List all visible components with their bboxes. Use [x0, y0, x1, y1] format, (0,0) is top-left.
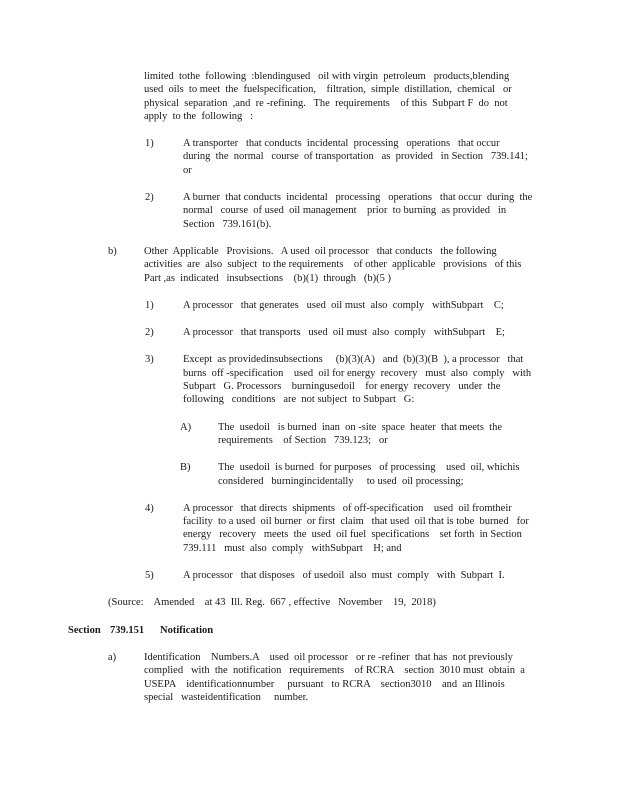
text-line: 739.111 must also comply withSubpart H; and: [183, 542, 402, 554]
source-note: [108, 596, 618, 609]
text-line: A processor that disposes of usedoil also must comply with Subpart I.: [183, 570, 505, 582]
list-item: [0, 353, 618, 406]
item-text: [218, 421, 502, 448]
list-item: [0, 299, 618, 312]
text-line: or: [183, 164, 192, 176]
text-line: A processor that transports used oil must also comply withSubpart E;: [183, 327, 505, 339]
section-heading-part: 739.151: [110, 624, 145, 636]
text-line: A burner that conducts incidental processing operations that occur during the: [183, 192, 533, 204]
list-marker: 3): [145, 354, 154, 366]
text-line: used oils to meet the fuelspecification, filtration, simple distillation, chemical or: [144, 84, 512, 96]
text-line: apply to the following :: [144, 110, 254, 122]
list-marker: 4): [145, 502, 154, 514]
text-line: burns off -specification used oil for energy recovery must also comply with: [183, 367, 532, 379]
text-line: considered burningincidentally to used oil processing;: [218, 475, 464, 487]
text-line: normal course of used oil management prior to burning as provided in: [183, 205, 507, 217]
text-line: (Source: Amended at 43 Ill. Reg. 667 , effective November 19, 2018): [108, 597, 436, 609]
text-line: Identification Numbers.A used oil processor or re -refiner that has not previously: [144, 651, 513, 663]
text-line: Part ,as indicated insubsections (b)(1) through (b)(5 ): [144, 272, 391, 284]
list-item: [0, 137, 618, 177]
text-line: USEPA identificationnumber pursuant to RCRA section3010 and an Illinois: [144, 678, 505, 690]
list-item: [0, 421, 618, 448]
text-line: Section 739.161(b).: [183, 218, 272, 230]
list-marker: a): [108, 651, 117, 663]
text-line: A processor that directs shipments of off-specification used oil fromtheir: [183, 502, 512, 514]
text-line: Except as providedinsubsections (b)(3)(A) and (b)(3)(B ), a processor that: [183, 354, 524, 366]
item-text: [183, 299, 504, 312]
section-heading: [68, 624, 618, 637]
list-item: [0, 569, 618, 582]
text-line: following conditions are not subject to Subpart G:: [183, 394, 415, 406]
list-marker: B): [180, 462, 191, 474]
list-item: [0, 461, 618, 488]
item-text: [183, 569, 505, 582]
text-line: special wasteidentification number.: [144, 691, 309, 703]
text-line: A transporter that conducts incidental processing operations that occur: [183, 138, 500, 150]
list-marker: 1): [145, 138, 154, 150]
list-item: [0, 502, 618, 555]
list-item: [0, 245, 618, 285]
list-marker: A): [180, 421, 192, 433]
text-line: Other Applicable Provisions. A used oil processor that conducts the following: [144, 245, 497, 257]
text-line: during the normal course of transportation as provided in Section 739.141;: [183, 151, 528, 163]
list-marker: 1): [145, 299, 154, 311]
document-body: [0, 70, 618, 704]
item-text: [183, 191, 532, 231]
text-line: energy recovery meets the used oil fuel specifications set forth in Section: [183, 529, 522, 541]
text-line: Subpart G. Processors burningusedoil for energy recovery under the: [183, 381, 501, 393]
item-text: [218, 461, 520, 488]
item-text: [183, 326, 505, 339]
item-text: [183, 502, 529, 555]
item-text: [144, 651, 525, 704]
list-marker: 5): [145, 570, 154, 582]
item-text: [183, 137, 528, 177]
text-line: requirements of Section 739.123; or: [218, 434, 388, 446]
list-marker: [108, 70, 144, 123]
text-line: The usedoil is burned for purposes of processing used oil, whichis: [218, 462, 520, 474]
list-marker: b): [108, 245, 117, 257]
paragraph: [0, 70, 618, 123]
item-text: [144, 245, 521, 285]
text-line: complied with the notification requirements of RCRA section 3010 must obtain a: [144, 665, 525, 677]
list-item: [0, 326, 618, 339]
text-line: The usedoil is burned inan on -site space heater that meets the: [218, 421, 502, 433]
list-marker: 2): [145, 192, 154, 204]
text-line: physical separation ,and re -refining. The requirements of this Subpart F do not: [144, 97, 508, 109]
section-heading-part: Notification: [160, 624, 214, 636]
list-item: [0, 191, 618, 231]
text-line: activities are also subject to the requirements of other applicable provisions of this: [144, 259, 522, 271]
text-line: limited tothe following :blendingused oil with virgin petroleum products,blending: [144, 71, 510, 82]
text-line: A processor that generates used oil must also comply withSubpart C;: [183, 299, 504, 311]
item-text: [183, 353, 531, 406]
list-item: [0, 651, 618, 704]
text-line: facility to a used oil burner or first claim that used oil that is tobe burned for: [183, 516, 529, 528]
section-heading-part: Section: [68, 624, 101, 636]
item-text: [144, 70, 512, 123]
list-marker: 2): [145, 327, 154, 339]
